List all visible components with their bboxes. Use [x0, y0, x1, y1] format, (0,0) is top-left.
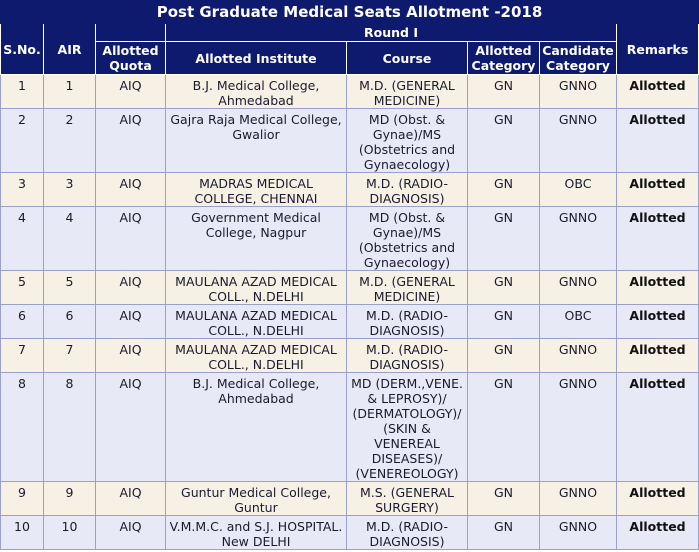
header-air: AIR	[44, 24, 96, 75]
cell-institute: MADRAS MEDICAL COLLEGE, CHENNAI	[166, 173, 347, 207]
cell-air: 2	[44, 109, 96, 173]
cell-remarks: Allotted	[617, 339, 699, 373]
cell-category: GN	[468, 516, 540, 550]
cell-category: GN	[468, 207, 540, 271]
header-round-spacer	[96, 24, 166, 42]
cell-category: GN	[468, 109, 540, 173]
cell-candidate-category: GNNO	[540, 339, 617, 373]
cell-air: 1	[44, 75, 96, 109]
cell-institute: MAULANA AZAD MEDICAL COLL., N.DELHI	[166, 305, 347, 339]
cell-candidate-category: OBC	[540, 305, 617, 339]
cell-course: MD (DERM.,VENE. & LEPROSY)/ (DERMATOLOGY)/ (SKIN & VENEREAL DISEASES)/ (VENEREOLOGY)	[347, 373, 468, 482]
table-row	[1, 305, 699, 339]
cell-category: GN	[468, 373, 540, 482]
cell-quota: AIQ	[96, 339, 166, 373]
cell-sno: 3	[1, 173, 44, 207]
cell-quota: AIQ	[96, 305, 166, 339]
header-candidate-category: Candidate Category	[540, 42, 617, 75]
cell-course: M.D. (RADIO-DIAGNOSIS)	[347, 516, 468, 550]
cell-category: GN	[468, 271, 540, 305]
cell-sno: 4	[1, 207, 44, 271]
table-row	[1, 339, 699, 373]
cell-institute: MAULANA AZAD MEDICAL COLL., N.DELHI	[166, 339, 347, 373]
cell-air: 7	[44, 339, 96, 373]
header-category: Allotted Category	[468, 42, 540, 75]
table-row	[1, 173, 699, 207]
table-row	[1, 482, 699, 516]
cell-institute: B.J. Medical College, Ahmedabad	[166, 75, 347, 109]
header-sno: S.No.	[1, 24, 44, 75]
cell-remarks: Allotted	[617, 173, 699, 207]
cell-quota: AIQ	[96, 482, 166, 516]
cell-quota: AIQ	[96, 75, 166, 109]
cell-sno: 10	[1, 516, 44, 550]
cell-candidate-category: GNNO	[540, 516, 617, 550]
cell-air: 3	[44, 173, 96, 207]
cell-remarks: Allotted	[617, 75, 699, 109]
table-row	[1, 75, 699, 109]
cell-course: M.S. (GENERAL SURGERY)	[347, 482, 468, 516]
cell-quota: AIQ	[96, 373, 166, 482]
cell-institute: B.J. Medical College, Ahmedabad	[166, 373, 347, 482]
cell-candidate-category: GNNO	[540, 75, 617, 109]
table-body	[1, 75, 699, 550]
table-row	[1, 109, 699, 173]
cell-course: M.D. (RADIO-DIAGNOSIS)	[347, 173, 468, 207]
cell-category: GN	[468, 75, 540, 109]
cell-institute: Government Medical College, Nagpur	[166, 207, 347, 271]
cell-remarks: Allotted	[617, 305, 699, 339]
cell-sno: 9	[1, 482, 44, 516]
cell-sno: 1	[1, 75, 44, 109]
cell-quota: AIQ	[96, 271, 166, 305]
cell-air: 9	[44, 482, 96, 516]
header-remarks: Remarks	[617, 24, 699, 75]
cell-sno: 5	[1, 271, 44, 305]
cell-candidate-category: GNNO	[540, 271, 617, 305]
cell-course: M.D. (GENERAL MEDICINE)	[347, 75, 468, 109]
cell-institute: Gajra Raja Medical College, Gwalior	[166, 109, 347, 173]
cell-air: 4	[44, 207, 96, 271]
cell-category: GN	[468, 173, 540, 207]
cell-candidate-category: OBC	[540, 173, 617, 207]
cell-institute: MAULANA AZAD MEDICAL COLL., N.DELHI	[166, 271, 347, 305]
cell-quota: AIQ	[96, 109, 166, 173]
cell-candidate-category: GNNO	[540, 207, 617, 271]
cell-remarks: Allotted	[617, 516, 699, 550]
cell-sno: 2	[1, 109, 44, 173]
cell-sno: 8	[1, 373, 44, 482]
cell-remarks: Allotted	[617, 109, 699, 173]
cell-quota: AIQ	[96, 173, 166, 207]
cell-quota: AIQ	[96, 207, 166, 271]
header-quota: Allotted Quota	[96, 42, 166, 75]
cell-candidate-category: GNNO	[540, 109, 617, 173]
header-course: Course	[347, 42, 468, 75]
cell-remarks: Allotted	[617, 271, 699, 305]
cell-air: 10	[44, 516, 96, 550]
cell-category: GN	[468, 339, 540, 373]
cell-air: 8	[44, 373, 96, 482]
cell-institute: Guntur Medical College, Guntur	[166, 482, 347, 516]
cell-category: GN	[468, 305, 540, 339]
table-row	[1, 373, 699, 482]
header-institute: Allotted Institute	[166, 42, 347, 75]
cell-air: 5	[44, 271, 96, 305]
cell-sno: 7	[1, 339, 44, 373]
cell-course: MD (Obst. & Gynae)/MS (Obstetrics and Gynaecology)	[347, 207, 468, 271]
header-round: Round I	[166, 24, 617, 42]
cell-course: M.D. (RADIO-DIAGNOSIS)	[347, 339, 468, 373]
cell-remarks: Allotted	[617, 482, 699, 516]
cell-course: MD (Obst. & Gynae)/MS (Obstetrics and Gynaecology)	[347, 109, 468, 173]
table-row	[1, 516, 699, 550]
cell-course: M.D. (GENERAL MEDICINE)	[347, 271, 468, 305]
cell-air: 6	[44, 305, 96, 339]
cell-remarks: Allotted	[617, 373, 699, 482]
table-row	[1, 207, 699, 271]
cell-sno: 6	[1, 305, 44, 339]
cell-quota: AIQ	[96, 516, 166, 550]
cell-candidate-category: GNNO	[540, 373, 617, 482]
cell-institute: V.M.M.C. and S.J. HOSPITAL. New DELHI	[166, 516, 347, 550]
cell-remarks: Allotted	[617, 207, 699, 271]
table-row	[1, 271, 699, 305]
cell-course: M.D. (RADIO-DIAGNOSIS)	[347, 305, 468, 339]
cell-category: GN	[468, 482, 540, 516]
page-title: Post Graduate Medical Seats Allotment -2018	[1, 1, 699, 24]
cell-candidate-category: GNNO	[540, 482, 617, 516]
